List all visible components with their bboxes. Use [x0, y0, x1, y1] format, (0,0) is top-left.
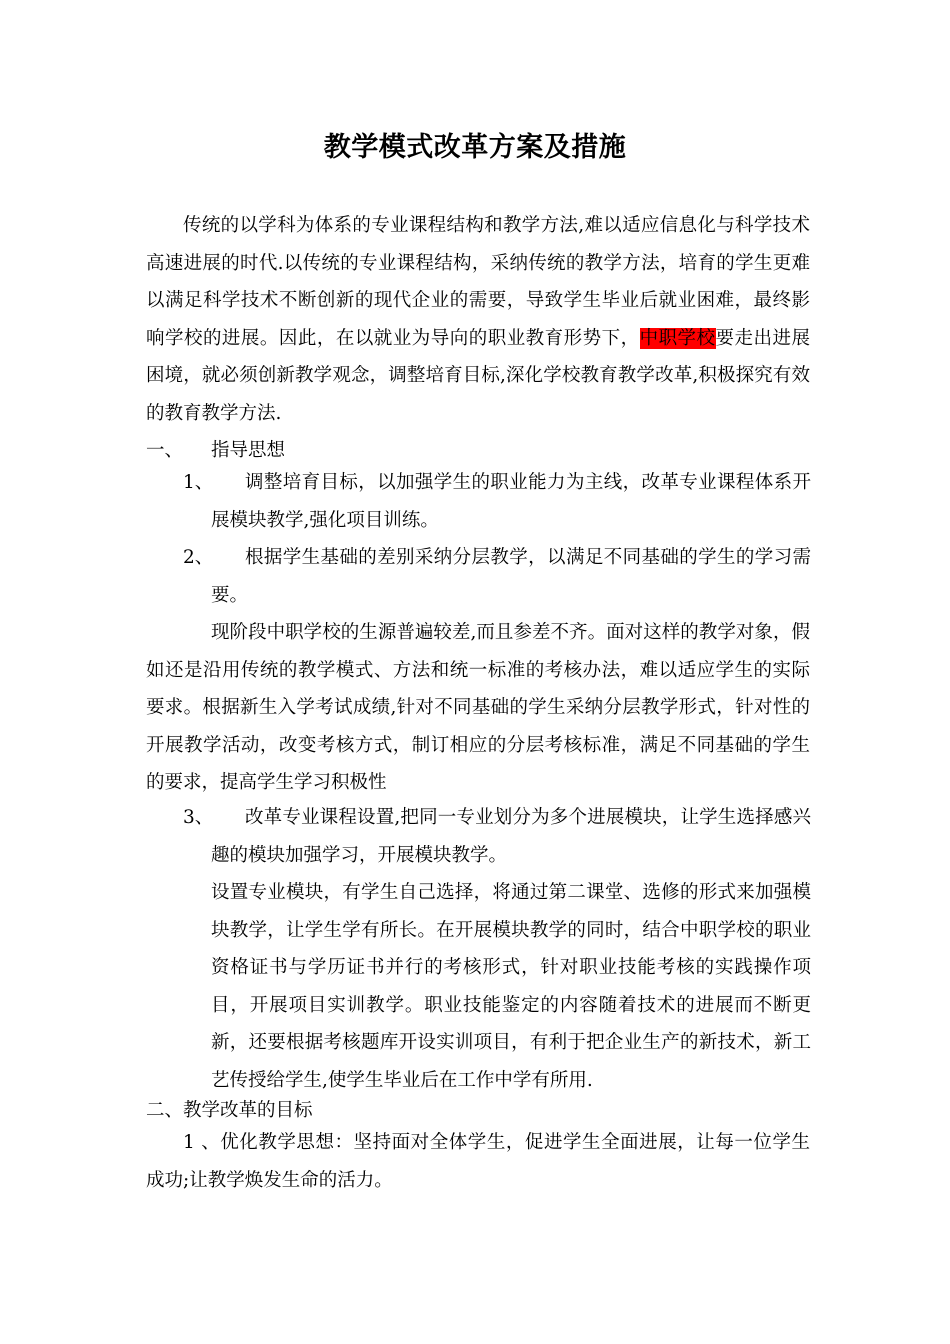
item3-detail-paragraph: 设置专业模块，有学生自己选择，将通过第二课堂、选修的形式来加强模块教学，让学生学有所长。在开展模块教学的同时，结合中职学校的职业资格证书与学历证书并行的考核形式，针对职业技能考核的实践操作项目，开展项目实训教学。职业技能鉴定的内容随着技术的进展而不断更新，还要根据考核题库开设实训项目，有利于把企业生产的新技术，新工艺传授给学生,使学生毕业后在工作中学有所用.	[211, 882, 811, 1091]
section2-heading: 二、教学改革的目标	[146, 1100, 313, 1121]
intro-paragraph	[146, 207, 810, 432]
intro-text-after: 要走出进展困境，就必须创新教学观念，调整培育目标,深化学校教育教学改革,积极探究有效的教育教学方法.	[146, 327, 810, 424]
item1-text: 调整培育目标，以加强学生的职业能力为主线，改革专业课程体系开展模块教学,强化项目训练。	[211, 472, 811, 531]
item1-number: 1、	[183, 472, 214, 493]
item3-text: 改革专业课程设置,把同一专业划分为多个进展模块，让学生选择感兴趣的模块加强学习，开展模块教学。	[211, 807, 811, 866]
section1-heading: 指导思想	[211, 440, 286, 461]
item2-detail-paragraph: 现阶段中职学校的生源普遍较差,而且参差不齐。面对这样的教学对象，假如还是沿用传统的教学模式、方法和统一标准的考核办法，难以适应学生的实际要求。根据新生入学考试成绩,针对不同基础的学生采纳分层教学形式，针对性的开展教学活动，改变考核方式，制订相应的分层考核标准，满足不同基础的学生的要求，提高学生学习积极性	[146, 622, 810, 793]
item3-number: 3、	[183, 807, 214, 828]
section2-item1-paragraph: 1 、优化教学思想：坚持面对全体学生，促进学生全面进展，让每一位学生成功;让教学焕发生命的活力。	[146, 1132, 810, 1191]
highlighted-text: 中职学校	[639, 327, 716, 349]
section1-number: 一、	[146, 440, 184, 461]
document-title: 教学模式改革方案及措施	[323, 132, 627, 163]
item2-number: 2、	[183, 547, 214, 568]
intro-text-before: 传统的以学科为体系的专业课程结构和教学方法,难以适应信息化与科学技术高速进展的时代.以传统的专业课程结构，采纳传统的教学方法，培育的学生更难以满足科学技术不断创新的现代企业的需要，导致学生毕业后就业困难，最终影响学校的进展。因此，在以就业为导向的职业教育形势下，	[146, 215, 810, 349]
item2-text: 根据学生基础的差别采纳分层教学，以满足不同基础的学生的学习需要。	[211, 547, 811, 606]
